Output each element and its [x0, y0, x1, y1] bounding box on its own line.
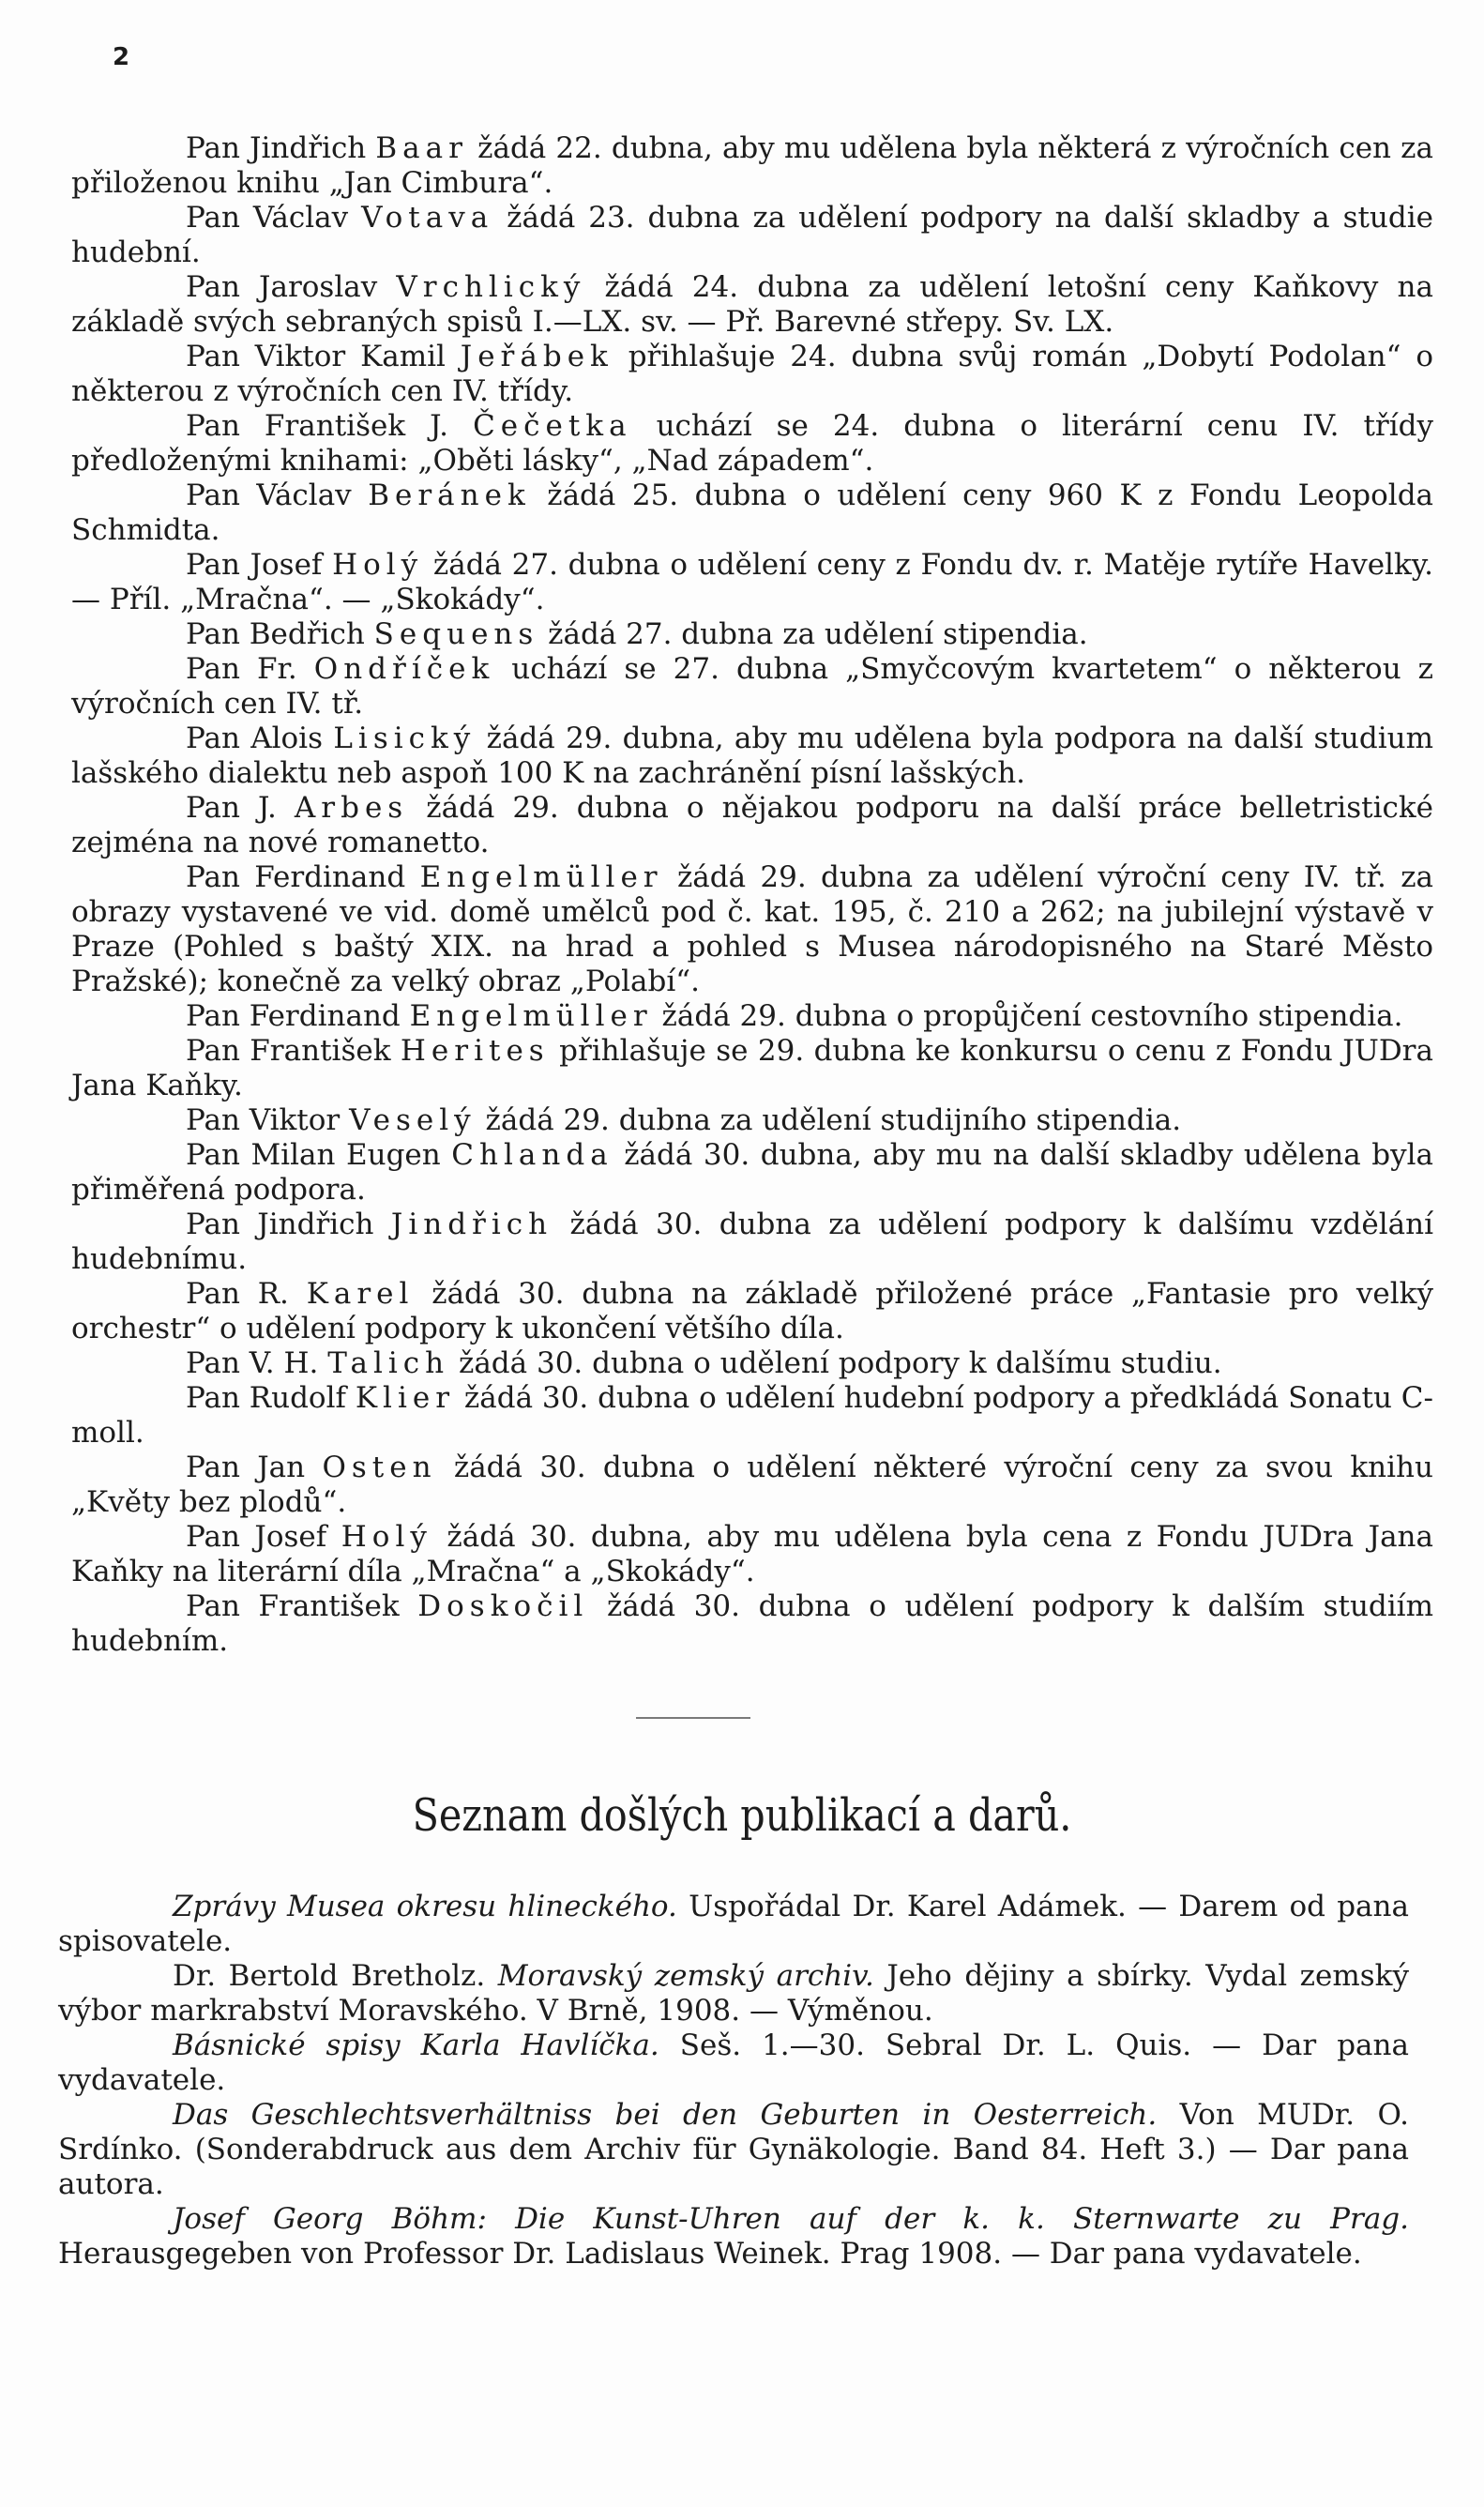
- request-entry: [71, 131, 1433, 201]
- request-text: žádá 30. dubna o udělení podpory k dalšímu studiu.: [458, 1346, 1222, 1380]
- request-person-name: Holý: [332, 548, 424, 582]
- request-person-title: Pan František: [186, 1034, 391, 1068]
- request-person-name: Beránek: [368, 479, 531, 512]
- request-text: žádá 29. dubna o nějakou podporu na další práce belletristické zejména na nové romanetto.: [71, 791, 1433, 859]
- publication-entry: [58, 2098, 1409, 2202]
- request-entry: [71, 1381, 1433, 1451]
- request-person-title: Pan František: [186, 1589, 400, 1623]
- request-person-name: Klier: [355, 1381, 456, 1415]
- request-text: žádá 23. dubna za udělení podpory na další skladby a studie hudební.: [71, 201, 1434, 269]
- publication-entry: [58, 2202, 1409, 2271]
- publication-details: Seš. 1.—30. Sebral Dr. L. Quis. — Dar pana vydavatele.: [58, 2028, 1409, 2097]
- request-entry: [71, 270, 1433, 340]
- request-text: žádá 30. dubna za udělení podpory k dalšímu vzdělání hudebnímu.: [71, 1208, 1433, 1276]
- request-person-title: Pan Viktor Kamil: [186, 340, 446, 373]
- request-person-name: Talich: [327, 1346, 450, 1380]
- request-text: žádá 29. dubna o propůjčení cestovního stipendia.: [661, 999, 1403, 1033]
- request-entry: [71, 617, 1433, 652]
- request-text: žádá 30. dubna o udělení podpory k dalším studiím hudebním.: [71, 1589, 1433, 1658]
- request-person-title: Pan Ferdinand: [186, 860, 406, 894]
- request-text: žádá 29. dubna za udělení studijního stipendia.: [485, 1103, 1182, 1137]
- request-text: žádá 27. dubna za udělení stipendia.: [548, 617, 1088, 651]
- request-person-name: Chlanda: [451, 1138, 613, 1172]
- request-entry: [71, 548, 1433, 617]
- request-entry: [71, 1346, 1433, 1381]
- request-person-name: Jindřich: [390, 1208, 553, 1241]
- request-entry: [71, 999, 1433, 1034]
- request-person-title: Pan V. H.: [186, 1346, 319, 1380]
- request-entry: [71, 1138, 1433, 1208]
- request-text: žádá 30. dubna, aby mu na další skladby udělena byla přiměřená podpora.: [71, 1138, 1434, 1207]
- request-text: žádá 30. dubna, aby mu udělena byla cena z Fondu JUDra Jana Kaňky na literární díla „Mračna“ a „Skokády“.: [71, 1520, 1434, 1588]
- request-entry: [71, 1277, 1433, 1346]
- request-text: žádá 30. dubna o udělení hudební podpory a předkládá Sonatu C-moll.: [71, 1381, 1433, 1450]
- request-entry: [71, 791, 1433, 860]
- request-text: žádá 29. dubna, aby mu udělena byla podpora na další studium lašského dialektu neb aspoň 100 K na zachránění písní lašských.: [71, 722, 1433, 790]
- request-text: žádá 29. dubna za udělení výroční ceny IV. tř. za obrazy vystavené ve vid. domě umělců pod č. kat. 195, č. 210 a 262; na jubilejní výstavě v Praze (Pohled s baštý XIX. na hrad a pohled s Musea národopisného na Staré Město Pražské); konečně za velký obraz „Polabí“.: [71, 860, 1434, 998]
- request-text: žádá 24. dubna za udělení letošní ceny Kaňkovy na základě svých sebraných spisů I.—LX. sv. — Př. Barevné střepy. Sv. LX.: [71, 270, 1434, 339]
- publication-entry: [58, 2028, 1409, 2098]
- request-person-name: Vrchlický: [396, 270, 586, 304]
- publication-entry: [58, 1959, 1409, 2028]
- request-person-name: Engelmüller: [409, 999, 653, 1033]
- request-person-title: Pan R.: [186, 1277, 289, 1311]
- request-person-title: Pan Alois: [186, 722, 324, 755]
- request-list: [71, 131, 1433, 1659]
- request-text: uchází se 24. dubna o literární cenu IV. třídy předloženými knihami: „Oběti lásky“, „Nad západem“.: [71, 409, 1434, 478]
- request-entry: [71, 1034, 1433, 1103]
- request-person-title: Pan František J.: [186, 409, 449, 443]
- request-person-title: Pan Jan: [186, 1451, 306, 1484]
- request-entry: [71, 722, 1433, 791]
- request-entry: [71, 1451, 1433, 1520]
- publication-title: Josef Georg Böhm: Die Kunst-Uhren auf der k. k. Sternwarte zu Prag.: [173, 2202, 1409, 2236]
- publication-title: Básnické spisy Karla Havlíčka.: [173, 2028, 659, 2062]
- request-entry: [71, 860, 1433, 999]
- request-person-name: Baar: [375, 131, 468, 165]
- request-entry: [71, 201, 1433, 270]
- request-person-name: Lisický: [333, 722, 477, 755]
- request-text: žádá 22. dubna, aby mu udělena byla některá z výročních cen za přiloženou knihu „Jan Cimbura“.: [71, 131, 1433, 200]
- request-person-name: Osten: [322, 1451, 437, 1484]
- request-person-name: Herites: [400, 1034, 550, 1068]
- request-text: žádá 27. dubna o udělení ceny z Fondu dv. r. Matěje rytíře Havelky. — Příl. „Mračna“. — „Skokády“.: [71, 548, 1434, 616]
- request-person-name: Arbes: [294, 791, 409, 825]
- request-entry: [71, 479, 1433, 548]
- publication-details: Von MUDr. O. Srdínko. (Sonderabdruck aus dem Archiv für Gynäkologie. Band 84. Heft 3.) — Dar pana autora.: [58, 2098, 1410, 2201]
- request-person-name: Engelmüller: [419, 860, 663, 894]
- request-person-name: Karel: [306, 1277, 415, 1311]
- publication-title: Das Geschlechtsverhältniss bei den Geburten in Oesterreich.: [173, 2098, 1158, 2132]
- publication-title: Zprávy Musea okresu hlineckého.: [173, 1890, 677, 1923]
- publication-author: Dr. Bertold Bretholz.: [173, 1959, 486, 1993]
- request-text: žádá 30. dubna na základě přiložené práce „Fantasie pro velký orchestr“ o udělení podpory k ukončení většího díla.: [71, 1277, 1433, 1345]
- publication-entry: [58, 1890, 1409, 1959]
- request-person-title: Pan Fr.: [186, 652, 297, 686]
- request-person-name: Holý: [341, 1520, 432, 1554]
- section-divider: [636, 1717, 750, 1719]
- request-person-name: Čečetka: [473, 409, 632, 443]
- request-person-title: Pan Josef: [186, 1520, 327, 1554]
- request-person-name: Ondříček: [313, 652, 495, 686]
- request-person-title: Pan Josef: [186, 548, 323, 582]
- section-title: Seznam došlých publikací a darů.: [412, 1789, 1072, 1842]
- request-text: žádá 25. dubna o udělení ceny 960 K z Fondu Leopolda Schmidta.: [71, 479, 1434, 547]
- request-entry: [71, 340, 1433, 409]
- request-person-title: Pan Viktor: [186, 1103, 341, 1137]
- request-person-name: Sequens: [373, 617, 539, 651]
- request-person-title: Pan Jindřich: [186, 131, 367, 165]
- request-person-title: Pan Bedřich: [186, 617, 365, 651]
- request-person-name: Votava: [361, 201, 494, 235]
- request-entry: [71, 652, 1433, 722]
- request-text: žádá 30. dubna o udělení některé výroční ceny za svou knihu „Květy bez plodů“.: [71, 1451, 1433, 1519]
- request-person-title: Pan Jaroslav: [186, 270, 378, 304]
- publication-details: Uspořádal Dr. Karel Adámek. — Darem od pana spisovatele.: [58, 1890, 1409, 1958]
- request-person-title: Pan J.: [186, 791, 277, 825]
- request-entry: [71, 1208, 1433, 1277]
- request-person-title: Pan Václav: [186, 201, 349, 235]
- request-person-title: Pan Rudolf: [186, 1381, 346, 1415]
- request-person-name: Doskočil: [417, 1589, 589, 1623]
- request-text: přihlašuje 24. dubna svůj román „Dobytí Podolan“ o některou z výročních cen IV. třídy.: [71, 340, 1433, 408]
- request-person-title: Pan Václav: [186, 479, 352, 512]
- request-person-title: Pan Milan Eugen: [186, 1138, 441, 1172]
- request-person-name: Jeřábek: [460, 340, 613, 373]
- request-entry: [71, 1103, 1433, 1138]
- request-person-title: Pan Jindřich: [186, 1208, 374, 1241]
- request-text: uchází se 27. dubna „Smyčcovým kvartetem“ o některou z výročních cen IV. tř.: [71, 652, 1434, 721]
- request-text: přihlašuje se 29. dubna ke konkursu o cenu z Fondu JUDra Jana Kaňky.: [71, 1034, 1433, 1102]
- request-person-title: Pan Ferdinand: [186, 999, 401, 1033]
- publication-details: Herausgegeben von Professor Dr. Ladislaus Weinek. Prag 1908. — Dar pana vydavatele.: [58, 2237, 1362, 2271]
- request-entry: [71, 1589, 1433, 1659]
- request-entry: [71, 1520, 1433, 1589]
- publication-title: Moravský zemský archiv.: [497, 1959, 874, 1993]
- request-entry: [71, 409, 1433, 479]
- publication-list: [58, 1890, 1409, 2271]
- page-number: 2: [113, 43, 130, 71]
- publication-details: Jeho dějiny a sbírky. Vydal zemský výbor markrabství Moravského. V Brně, 1908. — Výměnou.: [58, 1959, 1409, 2028]
- request-person-name: Veselý: [349, 1103, 477, 1137]
